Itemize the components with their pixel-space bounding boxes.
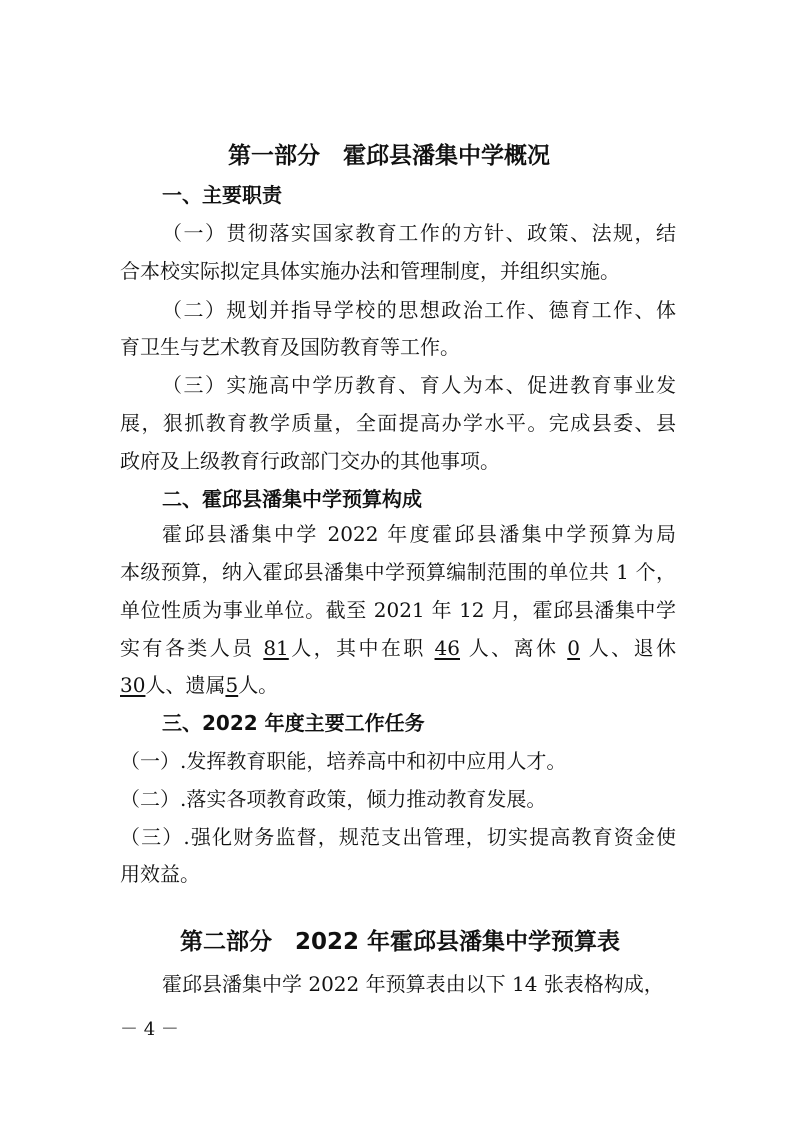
section1-line: （三）实施高中学历教育、育人为本、促进教育事业发 bbox=[162, 373, 676, 397]
section3-line: （二）.落实各项教育政策，倾力推动教育发展。 bbox=[120, 787, 547, 811]
section1-line: 政府及上级教育行政部门交办的其他事项。 bbox=[120, 449, 500, 473]
section2-heading: 二、霍邱县潘集中学预算构成 bbox=[162, 487, 422, 511]
staff-text: 人、离休 bbox=[459, 636, 568, 660]
page-number: － 4 － bbox=[120, 1019, 179, 1040]
staff-active-value: 46 bbox=[434, 636, 460, 660]
staff-text: 人、退休 bbox=[579, 636, 677, 660]
staff-total-value: 81 bbox=[263, 636, 289, 660]
staff-count-line bbox=[120, 635, 676, 661]
section1-line: 育卫生与艺术教育及国防教育等工作。 bbox=[120, 335, 460, 359]
staff-retired-value: 30 bbox=[120, 673, 146, 697]
staff-text: 人、遗属 bbox=[145, 673, 226, 697]
section3-line: 用效益。 bbox=[120, 862, 200, 886]
section2-line: 本级预算，纳入霍邱县潘集中学预算编制范围的单位共 1 个， bbox=[120, 560, 676, 584]
section1-line: 合本校实际拟定具体实施办法和管理制度，并组织实施。 bbox=[120, 259, 620, 283]
part2-intro: 霍邱县潘集中学 2022 年预算表由以下 14 张表格构成， bbox=[162, 972, 664, 996]
staff-text: 实有各类人员 bbox=[120, 636, 264, 660]
section2-line: 单位性质为事业单位。截至 2021 年 12 月，霍邱县潘集中学 bbox=[120, 598, 676, 622]
section1-line: （二）规划并指导学校的思想政治工作、德育工作、体 bbox=[162, 298, 676, 322]
section1-heading: 一、主要职责 bbox=[162, 183, 282, 207]
section3-line: （一）.发挥教育职能，培养高中和初中应用人才。 bbox=[120, 749, 567, 773]
section1-line: （一）贯彻落实国家教育工作的方针、政策、法规，结 bbox=[162, 221, 676, 245]
staff-survivors-value: 5 bbox=[225, 673, 239, 697]
part1-title: 第一部分 霍邱县潘集中学概况 bbox=[228, 143, 550, 169]
part2-title: 第二部分 2022 年霍邱县潘集中学预算表 bbox=[180, 929, 621, 955]
staff-count-line bbox=[120, 672, 676, 698]
staff-text: 人，其中在职 bbox=[288, 636, 435, 660]
staff-retired-cadre-value: 0 bbox=[567, 636, 580, 660]
section3-line: （三）.强化财务监督，规范支出管理，切实提高教育资金使 bbox=[120, 825, 676, 849]
staff-text: 人。 bbox=[238, 673, 279, 697]
section1-line: 展，狠抓教育教学质量，全面提高办学水平。完成县委、县 bbox=[120, 411, 676, 435]
section3-heading: 三、2022 年度主要工作任务 bbox=[162, 711, 425, 735]
section2-line: 霍邱县潘集中学 2022 年度霍邱县潘集中学预算为局 bbox=[162, 522, 676, 546]
